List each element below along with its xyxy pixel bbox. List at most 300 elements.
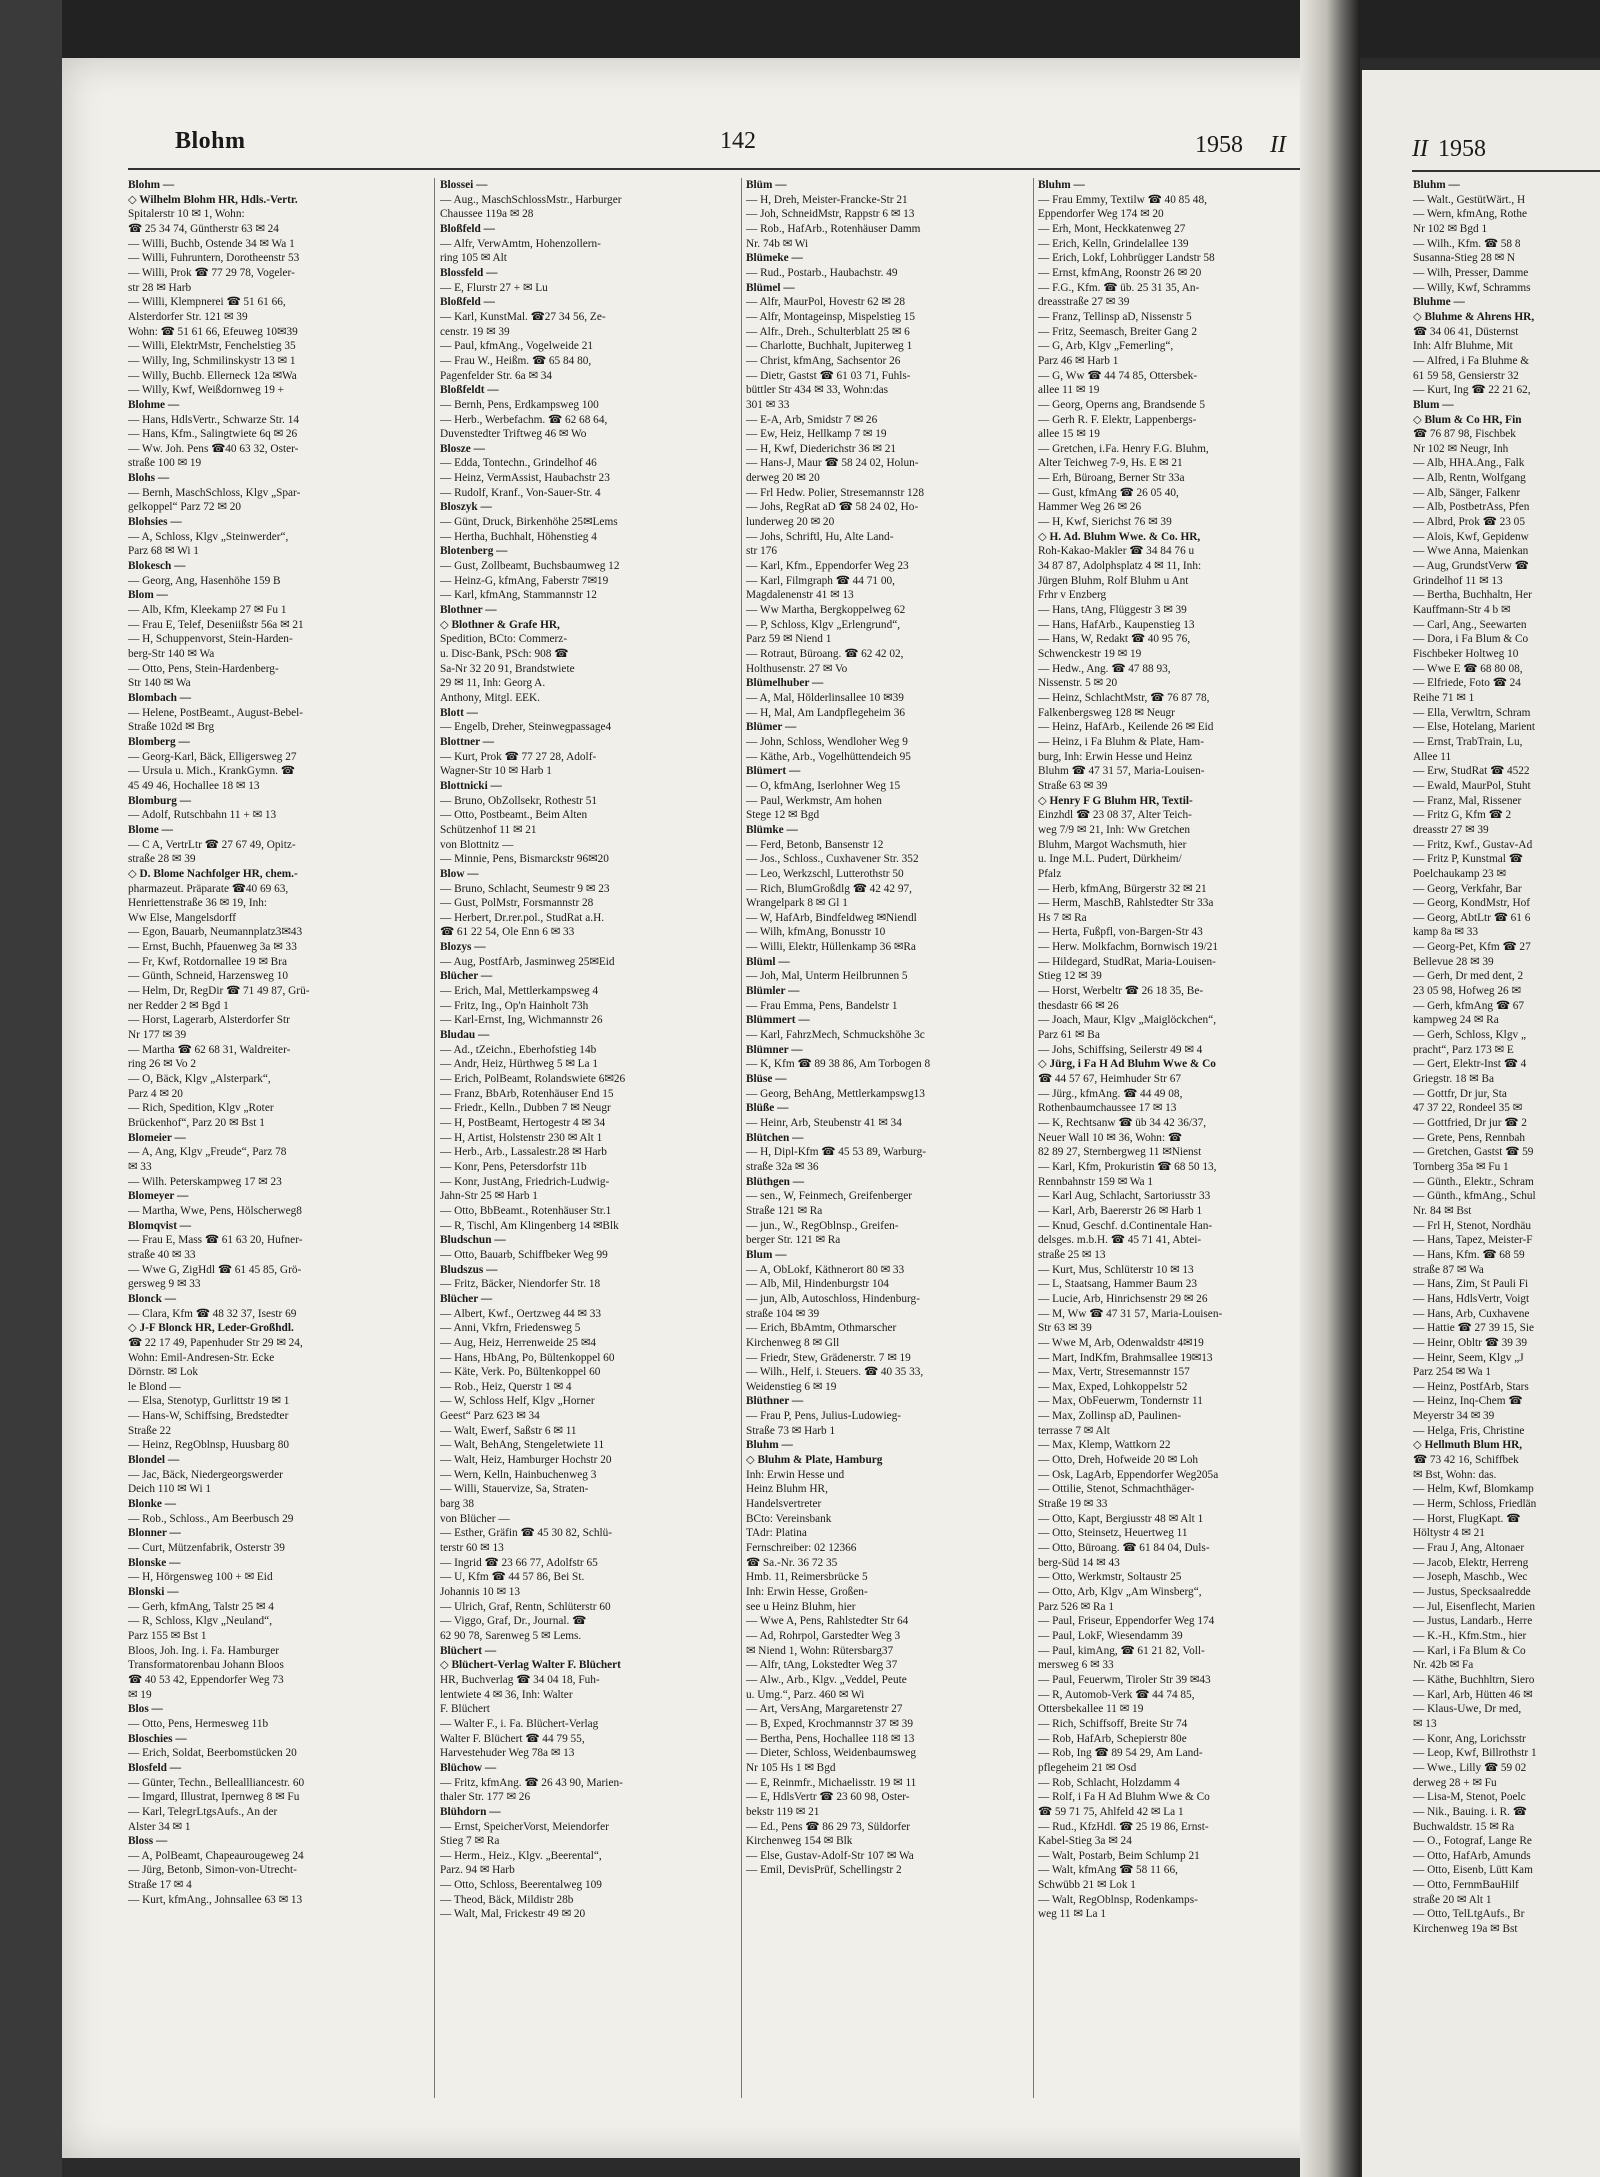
directory-entry-line: — Kurt, Mus, Schlüterstr 10 ✉ 13: [1038, 1263, 1194, 1276]
directory-entry-line: gersweg 9 ✉ 33: [128, 1278, 201, 1291]
directory-entry-line: — Bertha, Buchhaltn, Her: [1413, 589, 1532, 602]
directory-entry-line: — Willi, Fuhruntern, Dorotheenstr 53: [128, 252, 300, 265]
directory-entry-line: — G, Arb, Klgv „Femerling“,: [1038, 340, 1174, 353]
directory-entry-line: ◇ J-F Blonck HR, Leder-Großhdl.: [128, 1322, 294, 1335]
directory-entry-line: Blütchen —: [746, 1131, 804, 1144]
directory-entry-line: Blümner —: [746, 1043, 803, 1056]
directory-entry-line: — Ernst, TrabTrain, Lu,: [1413, 735, 1523, 748]
directory-entry-line: ◇ H. Ad. Bluhm Wwe. & Co. HR,: [1038, 530, 1201, 543]
directory-entry-line: — Fritz, kfmAng. ☎ 26 43 90, Marien-: [440, 1776, 623, 1789]
directory-entry-line: — Alois, Kwf, Gepidenw: [1413, 530, 1529, 543]
facing-header-rule: [1412, 170, 1600, 172]
directory-entry-line: Straße 63 ✉ 39: [1038, 779, 1108, 792]
directory-entry-line: Jürgen Bluhm, Rolf Bluhm u Ant: [1038, 574, 1189, 587]
directory-entry-line: — Fritz, Seemasch, Breiter Gang 2: [1038, 325, 1198, 338]
directory-entry-line: — Rudolf, Kranf., Von-Sauer-Str. 4: [440, 486, 601, 499]
directory-entry-line: — Paul, LokF, Wiesendamm 39: [1038, 1629, 1183, 1642]
directory-entry-line: — Frl H, Stenot, Nordhäu: [1413, 1219, 1531, 1232]
directory-entry-line: — Johs, Schriftl, Hu, Alte Land-: [746, 530, 894, 543]
directory-entry-line: — Karl, i Fa Blum & Co: [1413, 1644, 1526, 1657]
directory-entry-line: — O, kfmAng, Iserlohner Weg 15: [746, 779, 901, 792]
directory-entry-line: — Rud., KfzHdl. ☎ 25 19 86, Ernst-: [1038, 1820, 1209, 1833]
directory-entry-line: — P, Schloss, Klgv „Erlengrund“,: [746, 618, 901, 631]
directory-entry-line: Nr 102 ✉ Bgd 1: [1413, 222, 1488, 235]
directory-entry-line: — Günth., Elektr., Schram: [1413, 1175, 1534, 1188]
directory-entry-line: — K, Rechtsanw ☎ üb 34 42 36/37,: [1038, 1117, 1207, 1129]
directory-entry-line: Nr 177 ✉ 39: [128, 1029, 187, 1042]
directory-entry-line: Bloschies —: [128, 1732, 187, 1745]
directory-entry-line: — Art, VersAng, Margaretenstr 27: [746, 1703, 903, 1716]
directory-entry-line: — Max, Vertr, Stresemannstr 157: [1038, 1366, 1190, 1379]
directory-entry-line: — Wwe Anna, Maienkan: [1413, 545, 1529, 558]
directory-entry-line: — Gerh, Dr med dent, 2: [1413, 970, 1524, 983]
directory-entry-line: Blümler —: [746, 985, 800, 998]
directory-entry-line: Bluhm, Margot Wachsmuth, hier: [1038, 838, 1187, 851]
directory-entry-line: 61 59 58, Gensierstr 32: [1413, 369, 1519, 382]
directory-entry-line: straße 40 ✉ 33: [128, 1248, 196, 1261]
directory-entry-line: 23 05 98, Hofweg 26 ✉: [1413, 985, 1521, 998]
header-rule: [128, 168, 1300, 170]
directory-entry-line: Wrangelpark 8 ✉ Gl 1: [746, 897, 848, 910]
directory-entry-line: — Paul, Werkmstr, Am hohen: [746, 794, 882, 807]
directory-entry-line: — Konr, Pens, Petersdorfstr 11b: [440, 1160, 587, 1173]
directory-entry-line: — Willi, Buchb, Ostende 34 ✉ Wa 1: [128, 237, 295, 250]
directory-entry-line: Blücher —: [440, 970, 493, 983]
directory-entry-line: Straße 19 ✉ 33: [1038, 1498, 1108, 1511]
directory-entry-line: — Wwe A, Pens, Rahlstedter Str 64: [746, 1615, 909, 1628]
directory-entry-line: Handelsvertreter: [746, 1498, 822, 1511]
directory-entry-line: — Heinz, HafArb., Keilende 26 ✉ Eid: [1038, 721, 1214, 734]
directory-entry-line: — Erich, PolBeamt, Rolandswiete 6✉26: [440, 1073, 626, 1086]
directory-entry-line: TAdr: Platina: [746, 1527, 807, 1540]
directory-entry-line: ◇ Blum & Co HR, Fin: [1413, 413, 1522, 426]
directory-entry-line: — O, Bäck, Klgv „Alsterpark“,: [128, 1073, 271, 1086]
directory-entry-line: Blümeke —: [746, 252, 803, 265]
directory-entry-line: — Gerh, kfmAng, Talstr 25 ✉ 4: [128, 1600, 274, 1613]
directory-entry-line: — Hans, W, Redakt ☎ 40 95 76,: [1038, 633, 1191, 646]
directory-entry-line: — R, Automob-Verk ☎ 44 74 85,: [1038, 1688, 1195, 1701]
directory-entry-line: — jun., W., RegOblnsp., Greifen-: [746, 1219, 899, 1232]
directory-entry-line: Brückenhof“, Parz 20 ✉ Bst 1: [128, 1117, 265, 1129]
directory-entry-line: — Walter F., i. Fa. Blüchert-Verlag: [440, 1717, 599, 1730]
directory-entry-line: Parz 59 ✉ Niend 1: [746, 633, 832, 646]
header-volume: II: [1270, 132, 1286, 158]
directory-entry-line: — Wwe G, ZigHdl ☎ 61 45 85, Grö-: [128, 1263, 302, 1276]
directory-entry-line: Wagner-Str 10 ✉ Harb 1: [440, 765, 552, 778]
directory-entry-line: Bloos, Joh. Ing. i. Fa. Hamburger: [128, 1644, 280, 1657]
directory-entry-line: ✉ Bst, Wohn: das.: [1413, 1468, 1497, 1481]
directory-entry-line: weg 7/9 ✉ 21, Inh: Ww Gretchen: [1038, 823, 1191, 836]
directory-entry-line: — Georg, AbtLtr ☎ 61 6: [1413, 911, 1531, 924]
directory-entry-line: — Friedr., Kelln., Dubben 7 ✉ Neugr: [440, 1102, 611, 1115]
facing-header-year: 1958: [1437, 136, 1486, 162]
directory-entry-line: — Herb., Werbefachm. ☎ 62 68 64,: [440, 413, 608, 426]
directory-entry-line: — Rolf, i Fa H Ad Bluhm Wwe & Co: [1038, 1791, 1210, 1804]
directory-entry-line: Ottersbekallee 11 ✉ 19: [1038, 1703, 1144, 1716]
directory-entry-line: Wohn: ☎ 51 61 66, Efeuweg 10✉39: [128, 325, 298, 338]
directory-entry-line: — Jürg., kfmAng. ☎ 44 49 08,: [1038, 1087, 1183, 1100]
directory-entry-line: — H, PostBeamt, Hertogestr 4 ✉ 34: [440, 1117, 606, 1129]
directory-entry-line: Alster 34 ✉ 1: [128, 1820, 191, 1833]
directory-entry-line: — Ed., Pens ☎ 86 29 73, Süldorfer: [746, 1820, 911, 1833]
directory-entry-line: — A, ObLokf, Käthnerort 80 ✉ 33: [746, 1263, 905, 1276]
directory-entry-line: — Ad, Rohrpol, Garstedter Weg 3: [746, 1629, 901, 1642]
directory-entry-line: Transformatorenbau Johann Bloos: [128, 1659, 284, 1672]
directory-entry-line: — Aug, Heiz, Herrenweide 25 ✉4: [440, 1336, 596, 1349]
directory-entry-line: Parz 68 ✉ Wi 1: [128, 545, 199, 558]
directory-entry-line: — Max, Klemp, Wattkorn 22: [1038, 1439, 1171, 1452]
directory-entry-line: — Andr, Heiz, Hürthweg 5 ✉ La 1: [440, 1058, 599, 1071]
directory-entry-line: berger Str. 121 ✉ Ra: [746, 1234, 841, 1247]
directory-entry-line: Blümel —: [746, 281, 795, 294]
directory-entry-line: u. Disc-Bank, PSch: 908 ☎: [440, 648, 569, 660]
directory-entry-line: — Albrd, Prok ☎ 23 05: [1413, 516, 1525, 529]
directory-entry-line: — Otto, Eisenb, Lütt Kam: [1413, 1864, 1533, 1877]
directory-entry-line: Hs 7 ✉ Ra: [1038, 911, 1087, 924]
directory-entry-line: Nr 102 ✉ Neugr, Inh: [1413, 442, 1509, 455]
directory-entry-line: — Esther, Gräfin ☎ 45 30 82, Schlü-: [440, 1527, 613, 1540]
directory-entry-line: Blonske —: [128, 1556, 181, 1569]
directory-entry-line: Nr. 42b ✉ Fa: [1413, 1659, 1474, 1672]
directory-entry-line: ☎ 34 06 41, Düsternst: [1413, 325, 1519, 338]
directory-entry-line: Johannis 10 ✉ 13: [440, 1586, 521, 1598]
directory-entry-line: — Otto, Pens, Hermesweg 11b: [128, 1717, 269, 1730]
directory-entry-line: see u Heinz Bluhm, hier: [746, 1600, 856, 1613]
directory-entry-line: — R, Schloss, Klgv „Neuland“,: [128, 1615, 273, 1628]
directory-entry-line: — Herb, kfmAng, Bürgerstr 32 ✉ 21: [1038, 882, 1207, 895]
directory-entry-line: — Ernst, kfmAng, Roonstr 26 ✉ 20: [1038, 266, 1202, 279]
directory-entry-line: — Fritz, Kwf., Gustav-Ad: [1413, 838, 1533, 851]
directory-entry-line: ✉ 13: [1413, 1717, 1437, 1730]
directory-entry-line: — Wilh, Presser, Damme: [1413, 266, 1529, 279]
directory-entry-line: — Ulrich, Graf, Rentn, Schlüterstr 60: [440, 1600, 611, 1613]
directory-entry-line: Eppendorfer Weg 174 ✉ 20: [1038, 208, 1164, 221]
directory-entry-line: büttler Str 434 ✉ 33, Wohn:das: [746, 384, 889, 397]
directory-entry-line: — Alb, HHA.Ang., Falk: [1413, 457, 1525, 470]
scan-background-top: [0, 0, 1600, 58]
directory-entry-line: — Willy, Kwf, Weißdornweg 19 +: [128, 384, 285, 397]
directory-entry-line: Buchwaldstr. 15 ✉ Ra: [1413, 1820, 1515, 1833]
directory-entry-line: Wohn: Emil-Andresen-Str. Ecke: [128, 1351, 275, 1364]
directory-entry-line: — Rotraut, Büroang. ☎ 62 42 02,: [746, 648, 904, 660]
directory-entry-line: Blos —: [128, 1703, 163, 1716]
directory-entry-line: ☎ 59 71 75, Ahlfeld 42 ✉ La 1: [1038, 1805, 1184, 1818]
directory-entry-line: Blomeier —: [128, 1131, 186, 1144]
directory-entry-line: Falkenbergsweg 128 ✉ Neugr: [1038, 706, 1175, 719]
directory-entry-line: — Alb, Sänger, Falkenr: [1413, 486, 1521, 499]
directory-entry-line: ✉ 33: [128, 1160, 152, 1173]
directory-entry-line: Frhr v Enzberg: [1038, 589, 1107, 602]
directory-entry-line: — Herm, Schloss, Friedlän: [1413, 1498, 1537, 1511]
directory-entry-line: ◇ Hellmuth Blum HR,: [1413, 1439, 1523, 1452]
directory-entry-line: Str 140 ✉ Wa: [128, 677, 191, 690]
directory-entry-line: — Bruno, ObZollsekr, Rothestr 51: [440, 794, 598, 807]
directory-entry-line: Blomqvist —: [128, 1219, 192, 1232]
directory-entry-line: Blohs —: [128, 472, 170, 485]
directory-entry-line: Chaussee 119a ✉ 28: [440, 208, 534, 221]
directory-entry-line: Höltystr 4 ✉ 21: [1413, 1527, 1485, 1540]
directory-entry-line: Henriettenstraße 36 ✉ 19, Inh:: [128, 897, 268, 910]
directory-entry-line: le Blond —: [128, 1380, 181, 1393]
directory-entry-line: Blossei —: [440, 179, 488, 191]
directory-entry-line: Neuer Wall 10 ✉ 36, Wohn: ☎: [1038, 1131, 1182, 1144]
directory-entry-line: Pagenfelder Str. 6a ✉ 34: [440, 369, 553, 382]
directory-entry-line: Blümert —: [746, 765, 801, 778]
directory-entry-line: Blum —: [746, 1248, 787, 1261]
directory-entry-line: Bluhm —: [1038, 179, 1085, 191]
directory-entry-line: — R, Tischl, Am Klingenberg 14 ✉Blk: [440, 1219, 619, 1232]
directory-entry-line: — Ew, Heiz, Hellkamp 7 ✉ 19: [746, 428, 887, 441]
directory-entry-line: HR, Buchverlag ☎ 34 04 18, Fuh-: [440, 1673, 600, 1686]
column-divider: [434, 178, 435, 2098]
directory-entry-line: — Bernh, MaschSchloss, Klgv „Spar-: [128, 486, 301, 499]
directory-entry-line: — Otto, Postbeamt., Beim Alten: [440, 809, 588, 822]
directory-entry-line: — Ww. Joh. Pens ☎40 63 32, Oster-: [128, 442, 299, 455]
directory-entry-line: — Grete, Pens, Rennbah: [1413, 1131, 1526, 1144]
directory-entry-line: Straße 102d ✉ Brg: [128, 721, 215, 734]
directory-entry-line: ☎ 25 34 74, Güntherstr 63 ✉ 24: [128, 222, 279, 235]
directory-entry-line: Blottner —: [440, 735, 495, 748]
directory-entry-line: — Karl Aug, Schlacht, Sartoriusstr 33: [1038, 1190, 1211, 1203]
directory-entry-line: — Otto, Werkmstr, Soltaustr 25: [1038, 1571, 1182, 1584]
directory-entry-line: — Gerh, Schloss, Klgv „: [1413, 1029, 1526, 1042]
directory-entry-line: — Otto, HafArb, Amunds: [1413, 1849, 1531, 1862]
directory-entry-line: ☎ Sa.-Nr. 36 72 35: [746, 1556, 838, 1569]
directory-entry-line: — Heinz-G, kfmAng, Faberstr 7✉19: [440, 574, 609, 587]
directory-entry-line: — Heinz, i Fa Bluhm & Plate, Ham-: [1038, 735, 1204, 748]
directory-entry-line: Parz 254 ✉ Wa 1: [1413, 1366, 1491, 1379]
directory-entry-line: — Willi, Stauervize, Sa, Straten-: [440, 1483, 589, 1496]
directory-entry-line: — Jac, Bäck, Niedergeorgswerder: [128, 1468, 283, 1481]
directory-entry-line: — Alfr, MaurPol, Hovestr 62 ✉ 28: [746, 296, 905, 309]
directory-entry-line: Harvestehuder Weg 78a ✉ 13: [440, 1747, 575, 1760]
directory-entry-line: — Georg, BehAng, Mettlerkampswg13: [746, 1087, 925, 1100]
directory-entry-line: allee 15 ✉ 19: [1038, 428, 1100, 441]
directory-entry-line: Straße 17 ✉ 4: [128, 1879, 192, 1892]
directory-entry-line: ✉ Niend 1, Wohn: Rütersbarg37: [746, 1644, 894, 1657]
directory-entry-line: Schwenckestr 19 ✉ 19: [1038, 648, 1142, 660]
directory-entry-line: thesdastr 66 ✉ 26: [1038, 999, 1119, 1012]
directory-entry-line: terstr 60 ✉ 13: [440, 1542, 504, 1555]
directory-entry-line: kampweg 24 ✉ Ra: [1413, 1014, 1499, 1027]
directory-entry-line: Einzhdl ☎ 23 08 37, Alter Teich-: [1038, 809, 1192, 822]
directory-entry-line: — Max, ObFeuerwm, Tondernstr 11: [1038, 1395, 1203, 1408]
directory-entry-line: straße 28 ✉ 39: [128, 853, 196, 866]
directory-entry-line: — Fritz P, Kunstmal ☎: [1413, 853, 1523, 866]
directory-entry-line: — Günth., kfmAng., Schul: [1413, 1190, 1536, 1203]
directory-entry-line: mersweg 6 ✉ 33: [1038, 1659, 1114, 1672]
directory-entry-line: — Bernh, Pens, Erdkampsweg 100: [440, 398, 599, 411]
directory-entry-line: ◇ Jürg, i Fa H Ad Bluhm Wwe & Co: [1038, 1058, 1216, 1071]
directory-entry-line: — Gert, Elektr-Inst ☎ 4: [1413, 1058, 1527, 1071]
directory-entry-line: — Fritz G, Kfm ☎ 2: [1413, 809, 1512, 822]
directory-entry-line: Blomeyer —: [128, 1190, 189, 1203]
directory-entry-line: — Heinr, Arb, Steubenstr 41 ✉ 34: [746, 1117, 902, 1129]
directory-entry-line: — Erich, BbAmtm, Othmarscher: [746, 1322, 897, 1335]
directory-entry-line: Holthusenstr. 27 ✉ Vo: [746, 662, 848, 675]
directory-entry-line: — Heinz, PostfArb, Stars: [1413, 1380, 1529, 1393]
directory-entry-line: Blossfeld —: [440, 266, 498, 279]
directory-entry-line: — Hans, Arb, Cuxhavene: [1413, 1307, 1530, 1320]
directory-entry-line: — Rob, Schlacht, Holzdamm 4: [1038, 1776, 1180, 1789]
directory-entry-line: — Rud., Postarb., Haubachstr. 49: [746, 266, 898, 279]
directory-entry-line: — Aug, PostfArb, Jasminweg 25✉Eid: [440, 955, 615, 968]
directory-entry-line: Nissenstr. 5 ✉ 20: [1038, 677, 1118, 690]
directory-entry-line: — W, HafArb, Bindfeldweg ✉Niendl: [746, 911, 917, 924]
directory-entry-line: — Hans, HafArb., Kaupenstieg 13: [1038, 618, 1195, 631]
directory-entry-line: Stieg 7 ✉ Ra: [440, 1835, 500, 1848]
directory-entry-line: — Willi, Klempnerei ☎ 51 61 66,: [128, 296, 286, 309]
directory-entry-line: — Hans, HdlsVertr, Voigt: [1413, 1292, 1530, 1305]
directory-entry-line: — Hans-J, Maur ☎ 58 24 02, Holun-: [746, 457, 919, 470]
directory-entry-line: Blonski —: [128, 1586, 179, 1598]
directory-entry-line: — Walt, Ewerf, Saßstr 6 ✉ 11: [440, 1424, 577, 1437]
directory-entry-line: Blomburg —: [128, 794, 192, 807]
directory-entry-line: ☎ 61 22 54, Ole Enn 6 ✉ 33: [440, 926, 575, 939]
directory-entry-line: — Dieter, Schloss, Weidenbaumsweg: [746, 1747, 917, 1760]
directory-entry-line: — Heinz, RegOblnsp, Huusbarg 80: [128, 1439, 290, 1452]
directory-entry-line: — C A, VertrLtr ☎ 27 67 49, Opitz-: [128, 838, 296, 851]
directory-entry-line: — Else, Gustav-Adolf-Str 107 ✉ Wa: [746, 1849, 914, 1862]
directory-entry-line: — Albert, Kwf., Oertzweg 44 ✉ 33: [440, 1307, 601, 1320]
directory-entry-line: Nr. 74b ✉ Wi: [746, 237, 809, 250]
directory-entry-line: — Wwe M, Arb, Odenwaldstr 4✉19: [1038, 1336, 1204, 1349]
directory-entry-line: — Käte, Verk. Po, Bültenkoppel 60: [440, 1366, 601, 1379]
directory-entry-line: — Gretchen, i.Fa. Henry F.G. Bluhm,: [1038, 442, 1209, 455]
directory-entry-line: ◇ Bluhm & Plate, Hamburg: [746, 1454, 883, 1467]
directory-entry-line: Poelchaukamp 23 ✉: [1413, 867, 1506, 880]
directory-entry-line: ✉ 19: [128, 1688, 152, 1701]
directory-entry-line: — Walt., GestütWärt., H: [1413, 193, 1526, 206]
directory-entry-line: — Jacob, Elektr, Herreng: [1413, 1556, 1529, 1569]
directory-entry-line: — Alw., Arb., Klgv. „Veddel, Peute: [746, 1673, 907, 1686]
directory-entry-line: — A, Schloss, Klgv „Steinwerder“,: [128, 530, 289, 543]
directory-entry-line: — Otto, Steinsetz, Heuertweg 11: [1038, 1527, 1188, 1540]
directory-entry-line: — Hildegard, StudRat, Maria-Louisen-: [1038, 955, 1216, 968]
directory-entry-line: — Herw. Molkfachm, Bornwisch 19/21: [1038, 941, 1218, 954]
directory-entry-line: Blomberg —: [128, 735, 190, 748]
directory-entry-line: — Kurt, Prok ☎ 77 27 28, Adolf-: [440, 750, 597, 763]
directory-entry-line: Blohsies —: [128, 516, 182, 529]
directory-entry-line: — Dietr, Gastst ☎ 61 03 71, Fuhls-: [746, 369, 911, 382]
directory-entry-line: — Fritz, Ing., Op'n Hainholt 73h: [440, 999, 589, 1012]
directory-entry-line: — Erh, Büroang, Berner Str 33a: [1038, 472, 1185, 485]
directory-entry-line: — Gretchen, Gastst ☎ 59: [1413, 1146, 1534, 1159]
directory-entry-line: Weidenstieg 6 ✉ 19: [746, 1380, 837, 1393]
directory-entry-line: — U, Kfm ☎ 44 57 86, Bei St.: [440, 1571, 585, 1584]
directory-entry-line: — O., Fotograf, Lange Re: [1413, 1835, 1532, 1848]
directory-entry-line: — Gottfr, Dr jur, Sta: [1413, 1087, 1507, 1100]
directory-entry-line: — jun, Alb, Autoschloss, Hindenburg-: [746, 1292, 920, 1305]
directory-entry-line: Bloßfeld —: [440, 296, 495, 309]
directory-entry-line: Bloßfeldt —: [440, 384, 499, 397]
directory-entry-line: Bellevue 28 ✉ 39: [1413, 955, 1494, 968]
directory-entry-line: — Bruno, Schlacht, Seumestr 9 ✉ 23: [440, 882, 610, 895]
directory-entry-line: ring 105 ✉ Alt: [440, 252, 507, 265]
directory-entry-line: gelkoppel“ Parz 72 ✉ 20: [128, 501, 241, 514]
directory-entry-line: — E, HdlsVertr ☎ 23 60 98, Oster-: [746, 1791, 910, 1804]
directory-entry-line: derweg 28 + ✉ Fu: [1413, 1776, 1497, 1789]
directory-entry-line: — M, Ww ☎ 47 31 57, Maria-Louisen-: [1038, 1307, 1223, 1320]
directory-entry-line: — Herm, MaschB, Rahlstedter Str 33a: [1038, 897, 1214, 910]
directory-entry-line: 62 90 78, Sarenweg 5 ✉ Lems.: [440, 1629, 582, 1642]
directory-entry-line: Stieg 12 ✉ 39: [1038, 970, 1102, 983]
directory-entry-line: Blümmert —: [746, 1014, 810, 1027]
directory-entry-line: Straße 22: [128, 1424, 171, 1437]
directory-entry-line: — Franz, BbArb, Rotenhäuser End 15: [440, 1087, 614, 1100]
directory-entry-line: — Alb, Rentn, Wolfgang: [1413, 472, 1526, 485]
directory-entry-line: straße 87 ✉ Wa: [1413, 1263, 1484, 1276]
directory-entry-line: — Fr, Kwf, Rotdornallee 19 ✉ Bra: [128, 955, 287, 968]
directory-entry-line: — Frau W., Heißm. ☎ 65 84 80,: [440, 354, 592, 367]
directory-entry-line: 47 37 22, Rondeel 35 ✉: [1413, 1102, 1523, 1115]
directory-entry-line: derweg 20 ✉ 20: [746, 472, 820, 485]
directory-entry-line: — Otto, Kapt, Bergiusstr 48 ✉ Alt 1: [1038, 1512, 1204, 1525]
directory-entry-line: — H, Hörgensweg 100 + ✉ Eid: [128, 1571, 273, 1584]
directory-entry-line: — Willi, Elektr, Hüllenkamp 36 ✉Ra: [746, 941, 916, 954]
directory-entry-line: — Georg, Ang, Hasenhöhe 159 B: [128, 574, 281, 587]
directory-entry-line: — Herb., Arb., Lassalestr.28 ✉ Harb: [440, 1146, 607, 1159]
directory-entry-line: ◇ Wilhelm Blohm HR, Hdls.-Vertr.: [128, 193, 298, 206]
directory-entry-line: — Jul, Eisenflecht, Marien: [1413, 1600, 1536, 1613]
directory-entry-line: Blow —: [440, 867, 479, 880]
directory-entry-line: 301 ✉ 33: [746, 398, 790, 411]
directory-entry-line: — Hertha, Buchhalt, Höhenstieg 4: [440, 530, 597, 543]
directory-entry-line: Parz 61 ✉ Ba: [1038, 1029, 1100, 1042]
directory-entry-line: Bluhme —: [1413, 296, 1465, 309]
directory-entry-line: — Dora, i Fa Blum & Co: [1413, 633, 1529, 646]
directory-entry-line: Fernschreiber: 02 12366: [746, 1542, 857, 1555]
directory-entry-line: kamp 8a ✉ 33: [1413, 926, 1478, 939]
directory-entry-line: — Horst, Werbeltr ☎ 26 18 35, Be-: [1038, 985, 1204, 998]
directory-entry-line: — Max, Zollinsp aD, Paulinen-: [1038, 1410, 1182, 1423]
directory-entry-line: 29 ✉ 11, Inh: Georg A.: [440, 677, 546, 690]
directory-entry-line: — Ewald, MaurPol, Stuht: [1413, 779, 1531, 792]
directory-entry-line: — Wilh, kfmAng, Bonusstr 10: [746, 926, 886, 939]
directory-entry-line: — Hans, HbAng, Po, Bültenkoppel 60: [440, 1351, 615, 1364]
directory-entry-line: — Karl, kfmAng, Stammannstr 12: [440, 589, 597, 602]
directory-entry-line: pharmazeut. Präparate ☎40 69 63,: [128, 882, 289, 895]
directory-entry-line: — Walt, kfmAng ☎ 58 11 66,: [1038, 1864, 1178, 1877]
directory-entry-line: Tornberg 35a ✉ Fu 1: [1413, 1160, 1509, 1173]
directory-entry-line: — Elsa, Stenotyp, Gurlittstr 19 ✉ 1: [128, 1395, 290, 1408]
directory-entry-line: — Aug., MaschSchlossMstr., Harburger: [440, 193, 622, 206]
directory-entry-line: ner Redder 2 ✉ Bgd 1: [128, 999, 229, 1012]
directory-entry-line: lunderweg 20 ✉ 20: [746, 516, 835, 529]
directory-entry-line: — Wilh. Peterskampweg 17 ✉ 23: [128, 1175, 282, 1188]
directory-entry-line: Blohm —: [128, 179, 175, 191]
directory-entry-line: — Paul, kimAng, ☎ 61 21 82, Voll-: [1038, 1644, 1205, 1657]
page-header: [110, 128, 1290, 168]
directory-entry-line: straße 32a ✉ 36: [746, 1160, 819, 1173]
directory-entry-line: Allee 11: [1413, 750, 1452, 763]
directory-entry-line: Bloßfeld —: [440, 222, 495, 235]
directory-entry-line: Kabel-Stieg 3a ✉ 24: [1038, 1835, 1132, 1848]
directory-entry-line: — Erh, Mont, Heckkatenweg 27: [1038, 222, 1186, 235]
directory-entry-line: — Otto, Arb, Klgv „Am Winsberg“,: [1038, 1586, 1202, 1598]
directory-entry-line: Blühdorn —: [440, 1805, 501, 1818]
directory-entry-line: Blosfeld —: [128, 1761, 182, 1774]
directory-entry-line: — Karl, Arb, Hütten 46 ✉: [1413, 1688, 1533, 1701]
directory-entry-line: — Helene, PostBeamt., August-Bebel-: [128, 706, 304, 719]
directory-column-4: [1038, 178, 1300, 2108]
directory-entry-line: Dörnstr. ✉ Lok: [128, 1366, 199, 1379]
directory-entry-line: — Georg-Karl, Bäck, Elligersweg 27: [128, 750, 297, 763]
directory-entry-line: Parz 46 ✉ Harb 1: [1038, 354, 1119, 367]
directory-entry-line: — Gerh R. F. Elektr, Lappenbergs-: [1038, 413, 1197, 426]
directory-entry-line: Stege 12 ✉ Bgd: [746, 809, 820, 822]
directory-entry-line: straße 25 ✉ 13: [1038, 1248, 1106, 1261]
